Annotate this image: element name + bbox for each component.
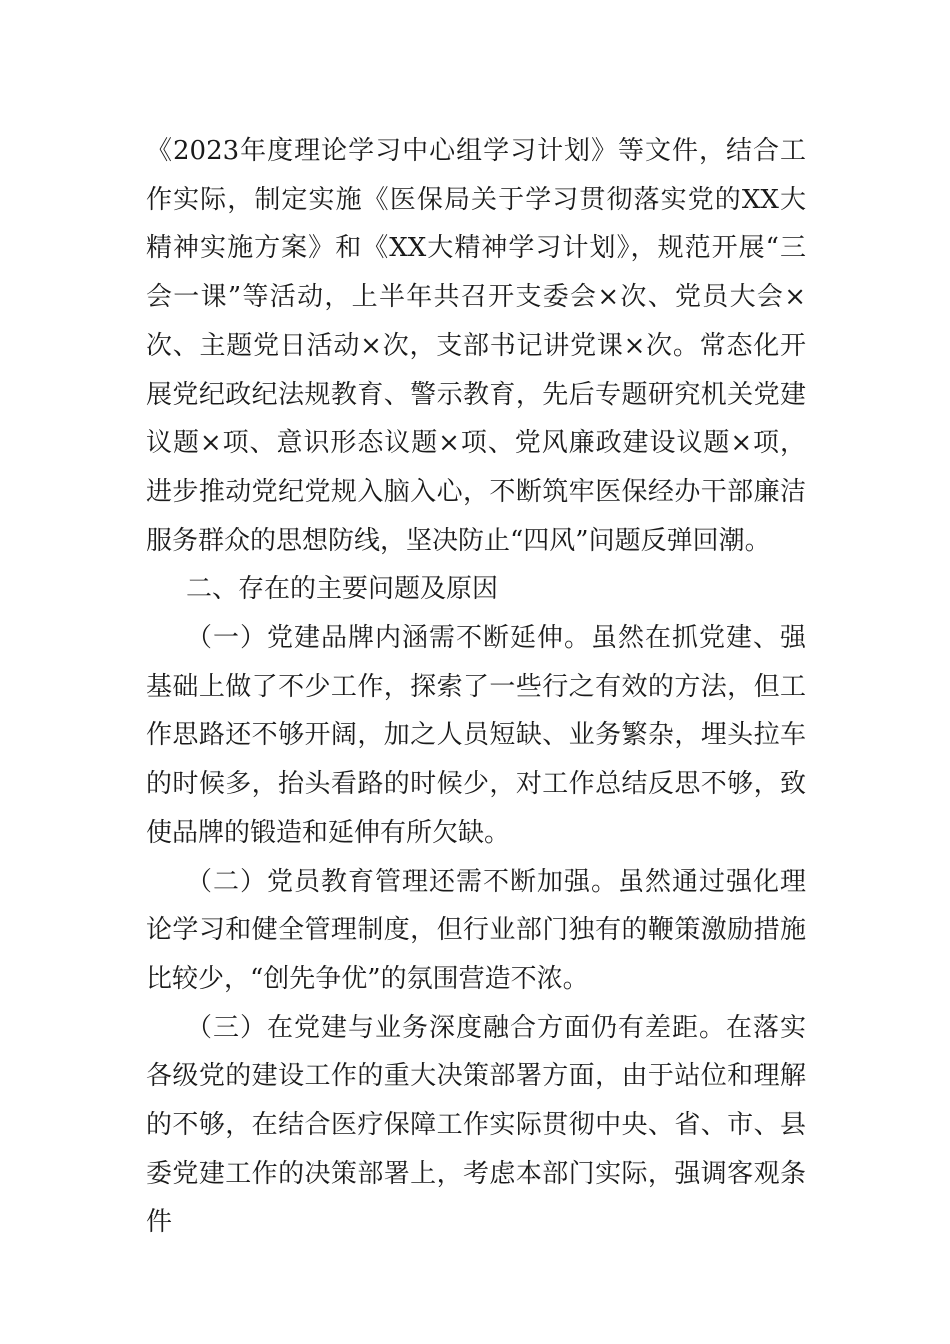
- document-body: [146, 127, 806, 1247]
- paragraph-problem-2: （二）党员教育管理还需不断加强。虽然通过强化理论学习和健全管理制度，但行业部门独有的鞭策激励措施比较少，“创先争优”的氛围营造不浓。: [146, 866, 806, 994]
- paragraph-study-plan: 《2023年度理论学习中心组学习计划》等文件，结合工作实际，制定实施《医保局关于学习贯彻落实党的XX大精神实施方案》和《XX大精神学习计划》，规范开展“三会一课”等活动，上半年共召开支委会×次、党员大会×次、主题党日活动×次，支部书记讲党课×次。常态化开展党纪政纪法规教育、警示教育，先后专题研究机关党建议题×项、意识形态议题×项、党风廉政建设议题×项，进步推动党纪党规入脑入心，不断筑牢医保经办干部廉洁服务群众的思想防线，坚决防止“四风”问题反弹回潮。: [146, 136, 806, 556]
- paragraph-problem-1: （一）党建品牌内涵需不断延伸。虽然在抓党建、强基础上做了不少工作，探索了一些行之有效的方法，但工作思路还不够开阔，加之人员短缺、业务繁杂，埋头拉车的时候多，抬头看路的时候少，对工作总结反思不够，致使品牌的锻造和延伸有所欠缺。: [146, 623, 806, 848]
- paragraph-problem-3: （三）在党建与业务深度融合方面仍有差距。在落实各级党的建设工作的重大决策部署方面，由于站位和理解的不够，在结合医疗保障工作实际贯彻中央、省、市、县委党建工作的决策部署上，考虑本部门实际，强调客观条件: [146, 1012, 806, 1238]
- section-heading-problems: 二、存在的主要问题及原因: [186, 574, 499, 605]
